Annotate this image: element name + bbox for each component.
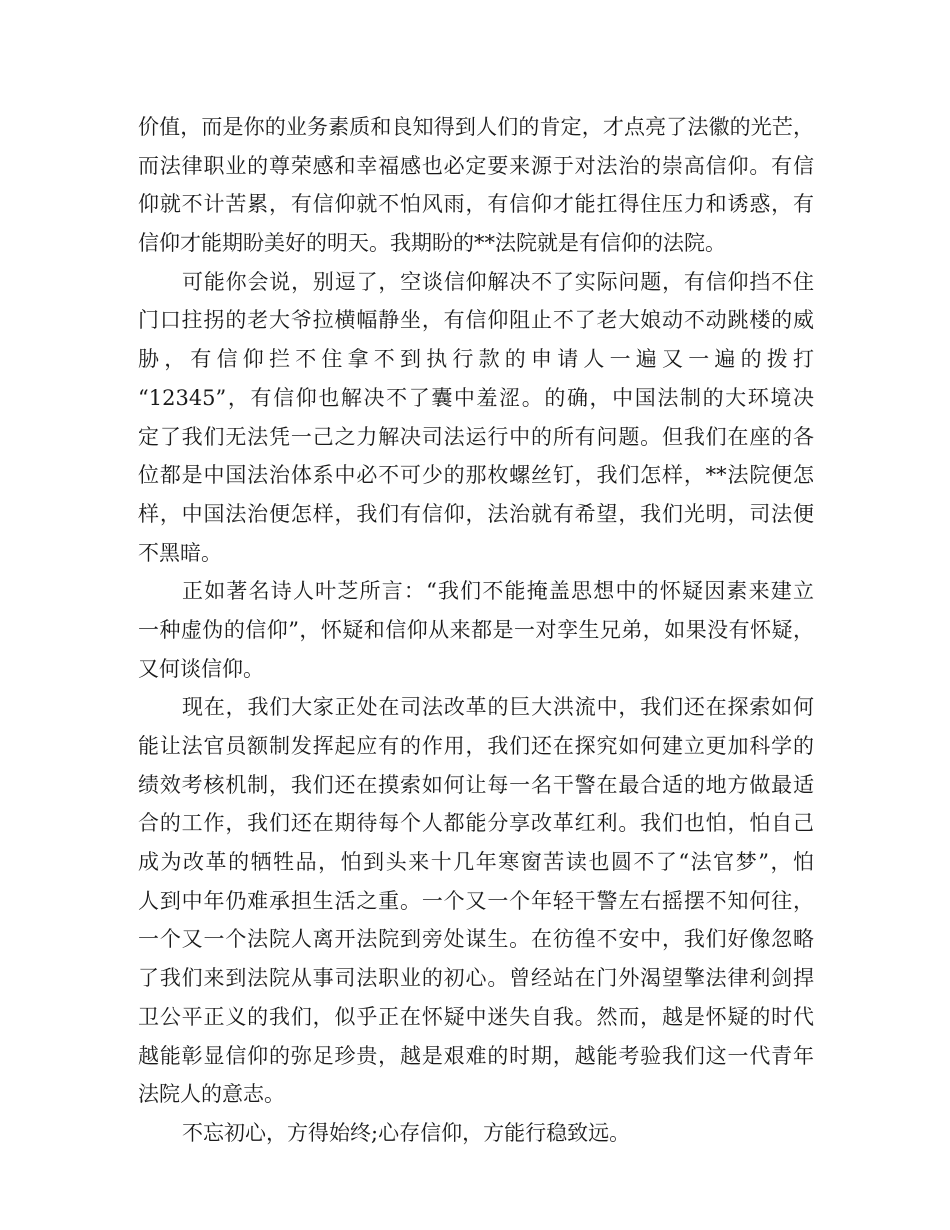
- text-line: 能让法官员额制发挥起应有的作用，我们还在探究如何建立更加科学的: [138, 734, 814, 758]
- text-line: 定了我们无法凭一己之力解决司法运行中的所有问题。但我们在座的各: [138, 424, 814, 449]
- text-line: 了我们来到法院从事司法职业的初心。曾经站在门外渴望擎法律利剑捍: [138, 966, 814, 991]
- text-line: “12345”，有信仰也解决不了囊中羞涩。的确，中国法制的大环境决: [138, 385, 814, 410]
- text-line: 人到中年仍难承担生活之重。一个又一个年轻干警左右摇摆不知何往，: [138, 888, 814, 913]
- paragraph: [138, 1114, 814, 1153]
- text-line: 又何谈信仰。: [138, 656, 264, 681]
- text-line: 仰就不计苦累，有信仰就不怕风雨，有信仰才能扛得住压力和诱惑，有: [138, 192, 814, 217]
- paragraph: [138, 263, 814, 573]
- text-line: 不黑暗。: [138, 540, 222, 565]
- text-line: 门口拄拐的老大爷拉横幅静坐，有信仰阻止不了老大娘动不动跳楼的威: [138, 308, 814, 333]
- text-line: 胁，有信仰拦不住拿不到执行款的申请人一遍又一遍的拨打: [138, 347, 814, 372]
- text-line: 一个又一个法院人离开法院到旁处谋生。在彷徨不安中，我们好像忽略: [138, 927, 814, 952]
- text-line: 位都是中国法治体系中必不可少的那枚螺丝钉，我们怎样，**法院便怎: [138, 463, 814, 488]
- text-line: 越能彰显信仰的弥足珍贵，越是艰难的时期，越能考验我们这一代青年: [138, 1043, 814, 1068]
- text-line: 成为改革的牺牲品，怕到头来十几年寒窗苦读也圆不了“法官梦”，怕: [138, 850, 814, 875]
- paragraph: [138, 108, 814, 263]
- text-line: 法院人的意志。: [138, 1082, 285, 1107]
- text-line: 绩效考核机制，我们还在摸索如何让每一名干警在最合适的地方做最适: [138, 772, 814, 797]
- text-line: 样，中国法治便怎样，我们有信仰，法治就有希望，我们光明，司法便: [138, 501, 814, 526]
- paragraph: [138, 572, 814, 688]
- paragraph: [138, 688, 814, 1114]
- text-line: 信仰才能期盼美好的明天。我期盼的**法院就是有信仰的法院。: [138, 231, 726, 256]
- text-line: 现在，我们大家正处在司法改革的巨大洪流中，我们还在探索如何: [182, 695, 814, 720]
- text-line: 可能你会说，别逗了，空谈信仰解决不了实际问题，有信仰挡不住: [182, 269, 814, 294]
- text-line: 价值，而是你的业务素质和良知得到人们的肯定，才点亮了法徽的光芒，: [138, 115, 814, 139]
- text-line: 一种虚伪的信仰”，怀疑和信仰从来都是一对孪生兄弟，如果没有怀疑，: [138, 617, 814, 642]
- text-line: 合的工作，我们还在期待每个人都能分享改革红利。我们也怕，怕自己: [138, 811, 814, 836]
- text-line: 正如著名诗人叶芝所言：“我们不能掩盖思想中的怀疑因素来建立: [182, 579, 814, 604]
- document-body: [138, 108, 814, 1153]
- text-line: 卫公平正义的我们，似乎正在怀疑中迷失自我。然而，越是怀疑的时代: [138, 1004, 814, 1029]
- text-line: 而法律职业的尊荣感和幸福感也必定要来源于对法治的崇高信仰。有信: [138, 153, 814, 178]
- text-line: 不忘初心，方得始终;心存信仰，方能行稳致远。: [182, 1120, 631, 1145]
